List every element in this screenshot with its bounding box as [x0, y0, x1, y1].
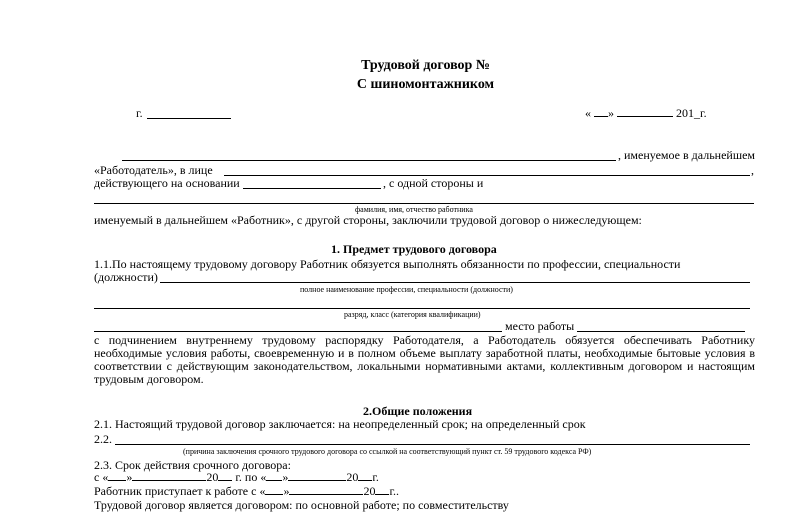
term-from-day-blank[interactable]: [108, 470, 126, 481]
date-year: 201_г.: [676, 106, 707, 120]
representative-blank[interactable]: [224, 175, 750, 176]
caption-reason: (причина заключения срочного трудового договора со ссылкой на соответствующий пункт ст. 59 трудового кодекса РФ): [183, 447, 592, 456]
section1-heading: 1. Предмет трудового договора: [331, 242, 497, 256]
section2-heading: 2.Общие положения: [363, 404, 473, 418]
term-from-year-blank[interactable]: [218, 470, 232, 481]
section2-p22: 2.2.: [94, 432, 112, 446]
reason-blank[interactable]: [115, 444, 750, 445]
starts-work-text: Работник приступает к работе с «: [94, 484, 266, 498]
term-from-month-blank[interactable]: [132, 470, 206, 481]
city-blank[interactable]: [147, 118, 231, 119]
caption-fio: фамилия, имя, отчество работника: [355, 205, 473, 214]
term-from-20: 20: [206, 470, 219, 484]
start-20: 20: [363, 484, 376, 498]
term-to-day-blank[interactable]: [266, 470, 282, 481]
term-year-by: г. по «: [235, 470, 267, 484]
date-quote-open: «: [585, 106, 591, 120]
section1-p1-line1: 1.1.По настоящему трудовому договору Работник обязуется выполнять обязанности по профессии, специальности: [94, 257, 681, 271]
document-title: Трудовой договор №: [361, 58, 490, 73]
caption-grade: разряд, класс (категория квалификации): [344, 310, 481, 319]
section1-p1-line2: (должности): [94, 270, 158, 284]
term-to-close: »: [282, 470, 289, 484]
caption-profession: полное наименование профессии, специальности (должности): [300, 285, 513, 294]
employee-named-text: именуемый в дальнейшем «Работник», с другой стороны, заключили трудовой договор о нижеследующем:: [94, 213, 642, 227]
start-work-line: [94, 484, 399, 498]
term-to-month-blank[interactable]: [288, 470, 346, 481]
contract-type: Трудовой договор является договором: по основной работе; по совместительству: [94, 498, 509, 512]
date-month-blank[interactable]: [617, 106, 673, 117]
start-close: »: [283, 484, 290, 498]
section2-p21: 2.1. Настоящий трудовой договор заключается: на неопределенный срок; на определенный срок: [94, 417, 586, 431]
term-to-20: 20: [346, 470, 359, 484]
workplace-label: место работы: [505, 319, 575, 333]
employer-in-person-text: «Работодатель», в лице: [94, 163, 213, 177]
document-subtitle: С шиномонтажником: [356, 77, 495, 92]
employer-name-blank[interactable]: [122, 160, 616, 161]
named-further-text: , именуемое в дальнейшем: [618, 148, 755, 162]
employee-name-blank[interactable]: [94, 203, 754, 204]
section2-p23: 2.3. Срок действия срочного договора:: [94, 458, 291, 472]
start-year-dots: г..: [389, 484, 400, 498]
basis-blank[interactable]: [243, 188, 381, 189]
date-quote-close: »: [608, 106, 614, 120]
start-year-blank[interactable]: [375, 484, 389, 495]
term-from-close: »: [126, 470, 133, 484]
section1-paragraph: с подчинением внутреннему трудовому распорядку Работодателя, а Работодатель обязуется обеспечивать Работнику необходимые условия работы, своевременную и в полном объеме выплату заработной платы, необходимые бытовые условия в соответствии с действующим законодательством, локальными нормативными актами, коллективным договором и настоящим трудовым договором.: [94, 333, 755, 386]
workplace-blank[interactable]: [577, 331, 745, 332]
term-line: [94, 470, 379, 484]
term-to-year-blank[interactable]: [358, 470, 372, 481]
start-day-blank[interactable]: [265, 484, 283, 495]
grade-blank[interactable]: [94, 308, 750, 309]
date-line: [585, 106, 707, 120]
unit-blank[interactable]: [94, 331, 502, 332]
comma: ,: [751, 163, 754, 177]
term-year-end: г.: [372, 470, 379, 484]
term-from-open: с «: [94, 470, 109, 484]
city-label: г.: [136, 106, 143, 120]
one-side-text: , с одной стороны и: [383, 176, 484, 190]
acting-basis-text: действующего на основании: [94, 176, 240, 190]
profession-blank[interactable]: [160, 282, 750, 283]
start-month-blank[interactable]: [289, 484, 363, 495]
date-day-blank[interactable]: [594, 106, 608, 117]
